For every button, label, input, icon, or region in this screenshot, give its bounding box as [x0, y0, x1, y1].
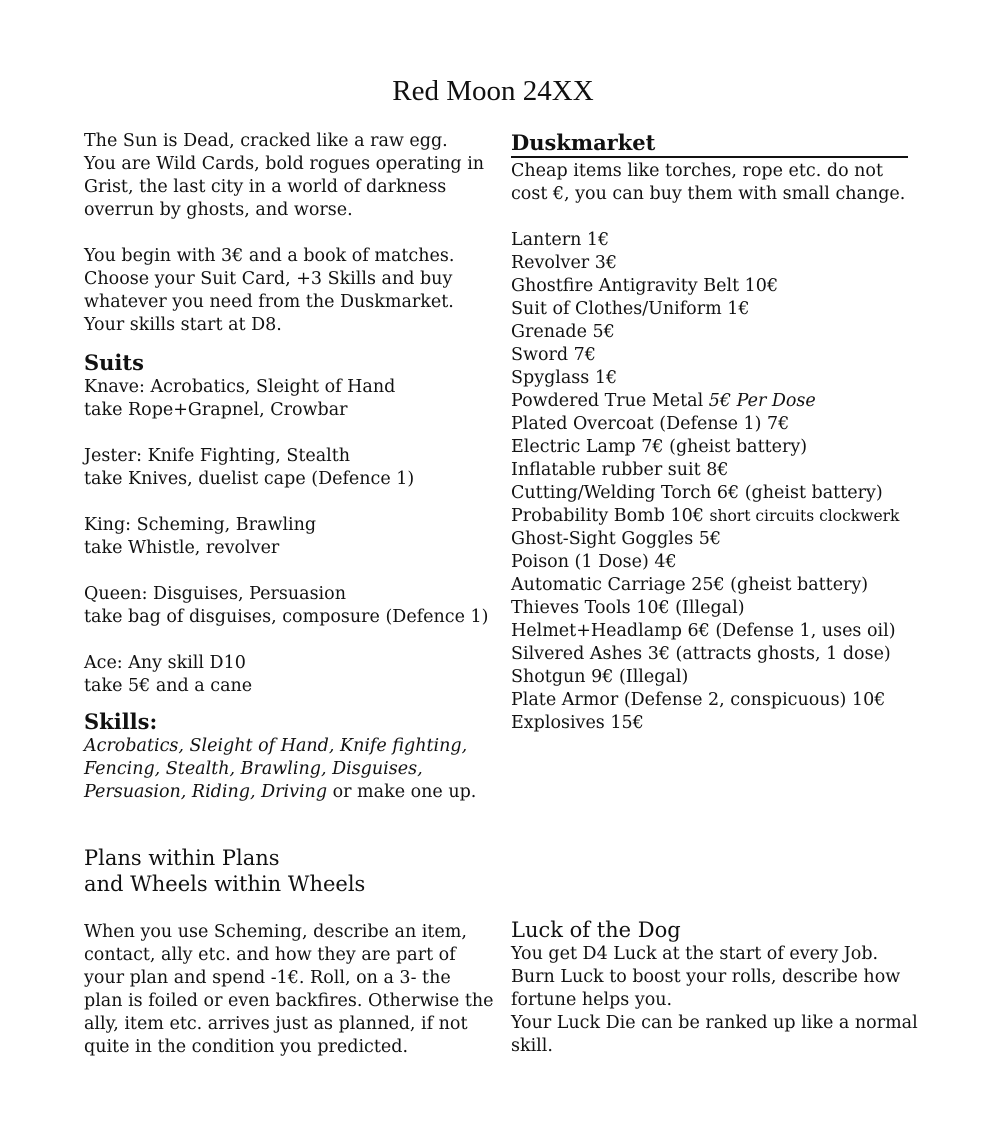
suit-line: take Whistle, revolver: [84, 538, 280, 558]
item-main: Thieves Tools 10€ (Illegal): [511, 598, 745, 618]
duskmarket-item: [511, 666, 921, 689]
luck-line: Your Luck Die can be ranked up like a normal: [511, 1013, 918, 1033]
luck-line: skill.: [511, 1036, 553, 1056]
duskmarket-item: [511, 643, 921, 666]
skills-line: Fencing, Stealth, Brawling, Disguises,: [84, 759, 423, 779]
intro-line: overrun by ghosts, and worse.: [84, 200, 353, 220]
duskmarket-item: [511, 275, 921, 298]
item-main: Ghost-Sight Goggles 5€: [511, 529, 722, 549]
suit-line: Knave: Acrobatics, Sleight of Hand: [84, 377, 396, 397]
item-main: Revolver 3€: [511, 253, 617, 273]
luck-line: You get D4 Luck at the start of every Job.: [511, 944, 879, 964]
plans-heading: and Wheels within Wheels: [84, 872, 366, 896]
duskmarket-heading: Duskmarket: [511, 130, 908, 158]
page-title: Red Moon 24XX: [392, 75, 594, 107]
suit-line: Queen: Disguises, Persuasion: [84, 584, 346, 604]
right-column: [511, 130, 921, 735]
duskmarket-item: [511, 321, 921, 344]
intro-line: The Sun is Dead, cracked like a raw egg.: [84, 131, 448, 151]
item-extra: 5€ Per Dose: [708, 391, 816, 411]
suit-queen: [84, 583, 494, 629]
skills-heading: Skills:: [84, 709, 158, 734]
suit-line: Jester: Knife Fighting, Stealth: [84, 446, 351, 466]
item-main: Poison (1 Dose) 4€: [511, 552, 677, 572]
item-main: Plate Armor (Defense 2, conspicuous) 10€: [511, 690, 886, 710]
intro-paragraph: [84, 130, 494, 222]
suit-line: take bag of disguises, composure (Defence 1): [84, 607, 489, 627]
duskmarket-item: [511, 367, 921, 390]
duskmarket-item: [511, 344, 921, 367]
suits-heading: Suits: [84, 350, 144, 375]
intro-line: You are Wild Cards, bold rogues operating in: [84, 154, 485, 174]
plans-heading: Plans within Plans: [84, 846, 280, 870]
left-column: [84, 130, 494, 804]
duskmarket-item: [511, 528, 921, 551]
skills-italic: Persuasion, Riding, Driving: [84, 782, 328, 802]
suit-line: take 5€ and a cane: [84, 676, 253, 696]
duskmarket-item: [511, 551, 921, 574]
duskmarket-item: [511, 390, 921, 413]
item-main: Lantern 1€: [511, 230, 610, 250]
item-main: Powdered True Metal: [511, 391, 709, 411]
luck-line: Burn Luck to boost your rolls, describe how: [511, 967, 901, 987]
item-extra: short circuits clockwerk: [709, 507, 900, 525]
item-main: Cutting/Welding Torch 6€ (gheist battery): [511, 483, 883, 503]
duskmarket-list: [511, 229, 921, 735]
item-main: Plated Overcoat (Defense 1) 7€: [511, 414, 790, 434]
duskmarket-intro: Cheap items like torches, rope etc. do not: [511, 161, 884, 181]
item-main: Sword 7€: [511, 345, 596, 365]
start-line: whatever you need from the Duskmarket.: [84, 292, 454, 312]
suit-king: [84, 514, 494, 560]
duskmarket-item: [511, 252, 921, 275]
item-main: Shotgun 9€ (Illegal): [511, 667, 689, 687]
item-main: Automatic Carriage 25€ (gheist battery): [511, 575, 869, 595]
item-main: Inflatable rubber suit 8€: [511, 460, 729, 480]
duskmarket-item: [511, 459, 921, 482]
item-main: Suit of Clothes/Uniform 1€: [511, 299, 750, 319]
suit-ace: [84, 652, 494, 698]
duskmarket-item: [511, 436, 921, 459]
start-paragraph: [84, 245, 494, 337]
start-line: Your skills start at D8.: [84, 315, 282, 335]
suit-line: King: Scheming, Brawling: [84, 515, 317, 535]
duskmarket-item: [511, 505, 921, 528]
luck-line: fortune helps you.: [511, 990, 673, 1010]
suit-line: take Rope+Grapnel, Crowbar: [84, 400, 348, 420]
intro-line: Grist, the last city in a world of darkness: [84, 177, 447, 197]
duskmarket-item: [511, 597, 921, 620]
item-main: Ghostfire Antigravity Belt 10€: [511, 276, 779, 296]
duskmarket-item: [511, 413, 921, 436]
start-line: You begin with 3€ and a book of matches.: [84, 246, 455, 266]
plans-line: ally, item etc. arrives just as planned, if not: [84, 1014, 468, 1034]
duskmarket-item: [511, 574, 921, 597]
item-main: Grenade 5€: [511, 322, 615, 342]
duskmarket-item: [511, 689, 921, 712]
item-main: Helmet+Headlamp 6€ (Defense 1, uses oil): [511, 621, 896, 641]
skills-line: [84, 781, 494, 804]
item-main: Explosives 15€: [511, 713, 644, 733]
duskmarket-item: [511, 229, 921, 252]
duskmarket-item: [511, 482, 921, 505]
luck-heading: Luck of the Dog: [511, 918, 681, 942]
plans-line: quite in the condition you predicted.: [84, 1037, 409, 1057]
plans-section: [84, 845, 494, 1059]
skills-rest: or make one up.: [327, 782, 477, 802]
duskmarket-item: [511, 712, 921, 735]
suit-knave: [84, 376, 494, 422]
duskmarket-item: [511, 298, 921, 321]
luck-section: [511, 917, 921, 1058]
suit-line: Ace: Any skill D10: [84, 653, 246, 673]
skills-line: Acrobatics, Sleight of Hand, Knife fighting,: [84, 736, 468, 756]
suit-line: take Knives, duelist cape (Defence 1): [84, 469, 415, 489]
item-main: Silvered Ashes 3€ (attracts ghosts, 1 dose): [511, 644, 891, 664]
start-line: Choose your Suit Card, +3 Skills and buy: [84, 269, 453, 289]
plans-line: When you use Scheming, describe an item,: [84, 922, 467, 942]
duskmarket-intro: cost €, you can buy them with small change.: [511, 184, 906, 204]
plans-line: contact, ally etc. and how they are part of: [84, 945, 456, 965]
duskmarket-item: [511, 620, 921, 643]
plans-line: your plan and spend -1€. Roll, on a 3- the: [84, 968, 451, 988]
plans-line: plan is foiled or even backfires. Otherwise the: [84, 991, 494, 1011]
item-main: Spyglass 1€: [511, 368, 618, 388]
item-main: Probability Bomb 10€: [511, 506, 710, 526]
suit-jester: [84, 445, 494, 491]
item-main: Electric Lamp 7€ (gheist battery): [511, 437, 808, 457]
